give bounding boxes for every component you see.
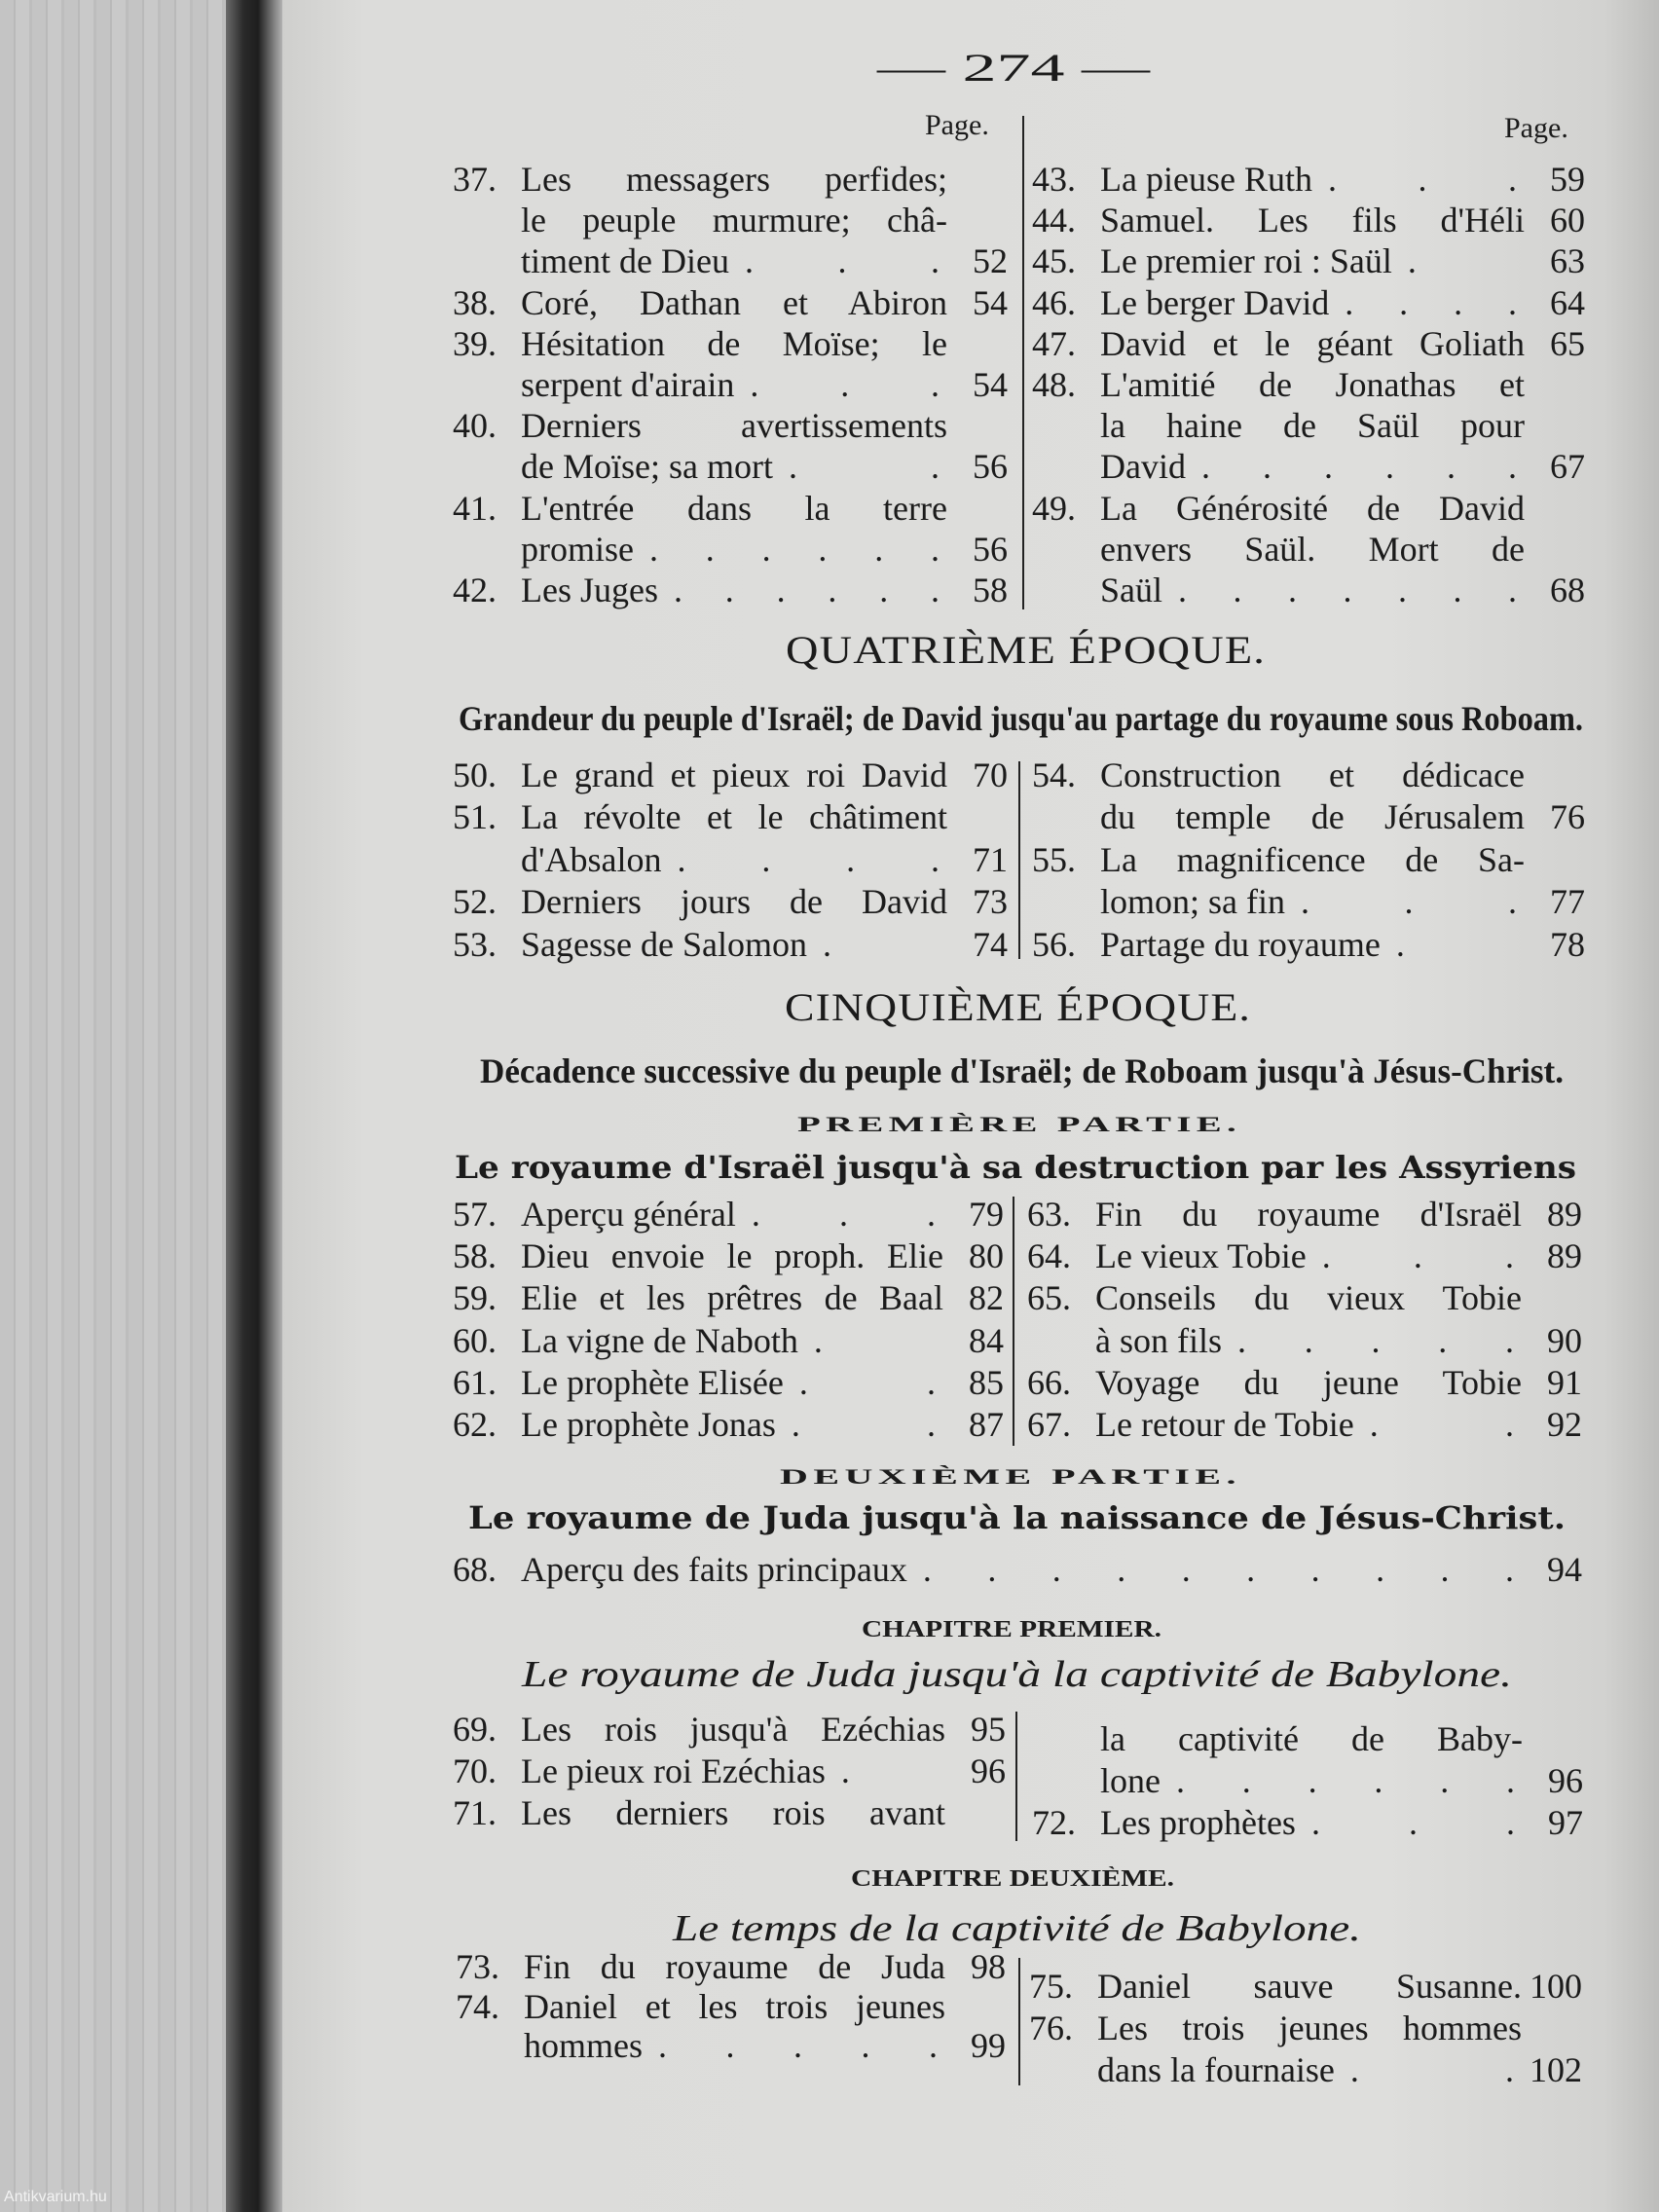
toc-entry [1032,364,1585,488]
entry-page-number: 77 [1550,882,1585,922]
entry-page-number: 94 [1547,1549,1582,1589]
section-heading: CINQUIÈME ÉPOQUE. [785,985,1251,1029]
dot-leader: . [840,1751,850,1790]
toc-column-left [456,1947,1006,2066]
toc-entry-line [453,446,1008,487]
entry-number: 59. [453,1278,497,1318]
entry-page-number: 89 [1547,1235,1582,1275]
toc-entry-line [453,796,1008,839]
entry-number: 52. [453,882,497,922]
entry-page-number: 54 [973,282,1008,322]
toc-entry-line [453,200,1008,240]
entry-number: 41. [453,488,497,528]
toc-entry [1032,923,1585,966]
entry-title: promise [521,529,634,569]
entry-number: 65. [1027,1278,1071,1318]
entry-title: Fin du royaume de Juda [524,1947,945,1987]
dot-leader: . . [1369,1405,1514,1445]
entry-page-number: 91 [1547,1362,1582,1402]
dot-leader: . . . . . . [648,529,940,569]
toc-full-width [453,1548,1582,1590]
entry-title: La révolte et le châtiment [521,797,947,837]
entry-title: Conseils du vieux Tobie [1095,1278,1522,1318]
entry-number: 54. [1032,755,1076,794]
entry-title: Le vieux Tobie [1095,1235,1307,1275]
toc-entry-line [1029,2007,1582,2048]
column-divider [1013,1197,1014,1446]
entry-page-number: 102 [1530,2049,1582,2089]
toc-entry [453,405,1008,487]
entry-number: 62. [453,1405,497,1445]
toc-entry [453,1235,1004,1276]
toc-entry-line [1032,796,1585,839]
toc-column-left [453,1708,1006,1833]
entry-page-number: 95 [971,1709,1006,1749]
section-heading: QUATRIÈME ÉPOQUE. [786,628,1266,672]
entry-page-number: 78 [1550,924,1585,964]
entry-number: 42. [453,570,497,609]
entry-number: 37. [453,160,497,200]
entry-title: Samuel. Les fils d'Héli [1100,201,1525,240]
toc-entry-line [1032,488,1585,529]
entry-number: 69. [453,1709,497,1749]
dot-leader: . . . . [677,839,940,879]
entry-title: à son fils [1095,1320,1222,1360]
toc-entry [1032,838,1585,923]
toc-entry-line [453,923,1008,966]
entry-page-number: 79 [969,1194,1004,1234]
toc-entry [453,323,1008,405]
entry-title: Le pieux roi Ezéchias [521,1751,826,1790]
entry-page-number: 92 [1547,1405,1582,1445]
entry-number: 75. [1029,1966,1073,2006]
toc-column-right [1032,754,1585,966]
dot-leader: . . . [750,365,940,405]
entry-page-number: 76 [1550,797,1585,837]
toc-column-right [1032,159,1585,610]
entry-title: Elie et les prêtres de Baal [521,1278,943,1318]
dot-leader: . . [788,447,940,487]
entry-page-number: 96 [971,1751,1006,1790]
toc-entry-line [453,323,1008,364]
entry-page-number: 96 [1548,1760,1583,1800]
entry-title: de Moïse; sa mort [521,447,773,487]
toc-entry [1027,1277,1582,1362]
toc-entry [1032,240,1585,281]
toc-entry-line [456,1987,1006,2027]
dot-leader: . . . . . . [1200,447,1517,487]
toc-entry-line [453,282,1008,323]
dot-leader: . . [798,1362,936,1402]
toc-entry-line [1027,1361,1582,1403]
dot-leader: . . [791,1405,936,1445]
toc-entry [453,282,1008,323]
entry-page-number: 97 [1548,1802,1583,1842]
dot-leader: . . . . . . [673,570,940,609]
column-divider [1015,1712,1017,1841]
entry-title: Les Juges [521,570,658,609]
toc-entry-line [1032,923,1585,966]
toc-entry-line [1032,754,1585,796]
entry-page-number: 74 [973,924,1008,964]
toc-entry-line [1032,1717,1583,1759]
toc-entry-line [453,1548,1582,1590]
dot-leader: . . . [751,1194,936,1234]
toc-entry [1032,159,1585,200]
entry-title: Le berger David [1100,282,1330,322]
toc-entry-line [456,1947,1006,1987]
toc-entry-line [453,405,1008,446]
entry-page-number: 90 [1547,1320,1582,1360]
entry-title: le peuple murmure; châ- [521,201,947,240]
entry-page-number: 56 [973,529,1008,569]
toc-entry-line [1032,838,1585,881]
column-divider [1018,761,1020,959]
toc-entry-line [453,838,1008,881]
entry-number: 40. [453,406,497,446]
dot-leader: . [1395,924,1405,964]
toc-entry-line [453,240,1008,281]
entry-number: 44. [1032,201,1076,240]
dot-leader: . . . . . [658,2026,938,2066]
entry-title: lomon; sa fin [1100,882,1285,922]
toc-entry-line [1032,240,1585,281]
dot-leader: . . . . . . . . . . [922,1549,1514,1589]
toc-entry-line [1027,1277,1582,1319]
entry-title: lone [1100,1760,1161,1800]
entry-page-number: 56 [973,447,1008,487]
background-left-page-edge [0,0,234,2212]
entry-page-number: 84 [969,1320,1004,1360]
toc-entry-line [453,1235,1004,1276]
entry-title: envers Saül. Mort de [1100,529,1525,569]
entry-number: 38. [453,282,497,322]
toc-entry-line [1032,446,1585,487]
entry-title: Partage du royaume [1100,924,1381,964]
toc-column-right [1029,1965,1582,2090]
toc-entry-line [1027,1319,1582,1361]
entry-title: Les trois jeunes hommes [1097,2008,1522,2047]
toc-entry [453,754,1008,796]
toc-entry [453,488,1008,570]
entry-title: L'entrée dans la terre [521,488,947,528]
entry-title: David et le géant Goliath [1100,323,1525,363]
entry-page-number: 58 [973,570,1008,609]
entry-title: Le retour de Tobie [1095,1405,1354,1445]
toc-entry-line [1027,1403,1582,1445]
entry-title: Coré, Dathan et Abiron [521,282,947,322]
toc-entry [453,923,1008,966]
entry-page-number: 64 [1550,282,1585,322]
dot-leader: . . . . . . [1175,1760,1515,1800]
toc-entry-line [453,1708,1006,1750]
entry-title: La Générosité de David [1100,488,1525,528]
entry-number: 47. [1032,323,1076,363]
dot-leader: . . . [1327,160,1517,200]
toc-entry [1027,1235,1582,1276]
dot-leader: . [822,924,831,964]
dot-leader: . . [1349,2049,1514,2089]
toc-entry-line [1029,1965,1582,2007]
watermark: Antikvarium.hu [4,2189,107,2205]
toc-entry-line [1032,200,1585,240]
entry-title: Voyage du jeune Tobie [1095,1362,1522,1402]
toc-entry [453,881,1008,924]
toc-entry-line [453,1361,1004,1403]
toc-entry [1032,200,1585,240]
entry-page-number: 73 [973,882,1008,922]
entry-page-number: 99 [971,2026,1006,2066]
toc-entry [1029,1965,1582,2007]
column-divider [1022,116,1024,609]
toc-entry-line [453,159,1008,200]
dot-leader: . . . [1310,1802,1515,1842]
entry-number: 51. [453,797,497,837]
dot-leader: . . . . . [1237,1320,1514,1360]
entry-title: Derniers avertissements [521,406,947,446]
entry-number: 64. [1027,1235,1071,1275]
dot-leader: . . . . [1345,282,1517,322]
entry-number: 70. [453,1751,497,1790]
entry-page-number: 71 [973,839,1008,879]
entry-title: la haine de Saül pour [1100,406,1525,446]
entry-title: La vigne de Naboth [521,1320,798,1360]
entry-number: 73. [456,1947,499,1987]
toc-entry-line [456,2026,1006,2066]
entry-number: 43. [1032,160,1076,200]
entry-title: Les prophètes [1100,1802,1296,1842]
entry-number: 60. [453,1320,497,1360]
chapter-subtitle: Le royaume de Juda jusqu'à la captivité de Babylone. [522,1654,1512,1695]
entry-page-number: 65 [1550,323,1585,363]
entry-number: 67. [1027,1405,1071,1445]
chapter-heading: CHAPITRE PREMIER. [862,1617,1161,1642]
entry-title: dans la fournaise [1097,2049,1335,2089]
toc-entry-line [453,1319,1004,1361]
entry-title: la captivité de Baby- [1100,1718,1523,1758]
entry-number: 66. [1027,1362,1071,1402]
entry-title: Hésitation de Moïse; le [521,323,947,363]
toc-column-right [1032,1717,1583,1843]
dot-leader: . . . [1321,1235,1514,1275]
entry-page-number: 67 [1550,447,1585,487]
toc-entry-line [453,364,1008,405]
entry-title: hommes [524,2026,643,2066]
toc-entry [1032,282,1585,323]
toc-entry [456,1987,1006,2066]
toc-entry [453,1548,1582,1590]
entry-page-number: 52 [973,241,1008,281]
toc-entry-line [453,1403,1004,1445]
entry-number: 56. [1032,924,1076,964]
toc-entry [453,1708,1006,1750]
part-heading: PREMIÈRE PARTIE. [797,1112,1241,1136]
toc-entry [1027,1361,1582,1403]
entry-page-number: 68 [1550,570,1585,609]
toc-entry [1027,1403,1582,1445]
entry-title: Le grand et pieux roi David [521,755,947,794]
toc-entry [1032,754,1585,838]
toc-entry [453,570,1008,610]
entry-number: 68. [453,1549,497,1589]
entry-page-number: 70 [973,755,1008,794]
entry-title: Les rois jusqu'à Ezéchias [521,1709,945,1749]
entry-page-number: 54 [973,365,1008,405]
entry-page-number: 98 [971,1947,1006,1987]
entry-title: Aperçu général [521,1194,736,1234]
toc-entry [1027,1193,1582,1235]
toc-entry-line [453,1791,1006,1833]
dot-leader: . . . [1300,882,1517,922]
toc-entry [453,1193,1004,1235]
entry-number: 74. [456,1986,499,2026]
entry-title: David [1100,447,1186,487]
toc-entry-line [453,570,1008,610]
entry-number: 39. [453,323,497,363]
entry-title: Dieu envoie le proph. Elie [521,1235,943,1275]
entry-number: 63. [1027,1194,1071,1234]
chapter-subtitle: Le temps de la captivité de Babylone. [673,1908,1361,1949]
entry-title: La pieuse Ruth [1100,160,1312,200]
entry-page-number: 82 [969,1278,1004,1318]
entry-number: 61. [453,1362,497,1402]
toc-column-left [453,754,1008,966]
toc-entry [1032,1801,1583,1843]
entry-page-number: 60 [1550,201,1585,240]
entry-title: Les derniers rois avant [521,1792,945,1832]
toc-entry-line [1032,881,1585,924]
entry-title: Aperçu des faits principaux [521,1549,907,1589]
entry-number: 55. [1032,839,1076,879]
entry-title: La magnificence de Sa- [1100,839,1525,879]
toc-entry [1032,323,1585,364]
toc-entry-line [453,488,1008,529]
dot-leader: . [1407,241,1417,281]
toc-entry-line [1032,405,1585,446]
toc-entry-line [1032,1759,1583,1801]
entry-title: Fin du royaume d'Israël [1095,1194,1522,1234]
part-subtitle: Le royaume d'Israël jusqu'à sa destruction par les Assyriens [455,1149,1576,1186]
toc-entry [453,159,1008,282]
entry-number: 58. [453,1235,497,1275]
chapter-heading: CHAPITRE DEUXIÈME. [851,1866,1174,1892]
dot-leader: . [813,1320,823,1360]
toc-column-left [453,159,1008,610]
column-divider [1018,1958,1020,2085]
toc-entry-line [1032,529,1585,570]
toc-entry-line [1032,159,1585,200]
toc-entry-line [1027,1193,1582,1235]
toc-entry-line [1032,570,1585,610]
entry-page-number: 100 [1530,1966,1582,2006]
entry-number: 48. [1032,365,1076,405]
dot-leader: . . . [744,241,940,281]
entry-number: 71. [453,1792,497,1832]
toc-entry [453,1791,1006,1833]
book-spine [226,0,284,2212]
entry-title: Derniers jours de David [521,882,947,922]
section-subtitle: Décadence successive du peuple d'Israël; de Roboam jusqu'à Jésus-Christ. [480,1051,1564,1090]
entry-title: serpent d'airain [521,365,735,405]
dot-leader: . . . . . . . [1178,570,1517,609]
entry-title: Daniel sauve Susanne. [1097,1966,1522,2006]
toc-column-left [453,1193,1004,1446]
entry-title: Le premier roi : Saül [1100,241,1392,281]
entry-number: 49. [1032,488,1076,528]
toc-entry-line [453,1277,1004,1319]
entry-page-number: 89 [1547,1194,1582,1234]
entry-title: Les messagers perfides; [521,160,947,200]
entry-number: 53. [453,924,497,964]
toc-entry [453,1403,1004,1445]
entry-title: timent de Dieu [521,241,729,281]
toc-entry [456,1947,1006,1987]
toc-entry-line [1027,1235,1582,1276]
entry-title: Sagesse de Salomon [521,924,807,964]
toc-entry [1032,488,1585,611]
entry-number: 76. [1029,2008,1073,2047]
page-number: — 274 — [877,46,1150,90]
entry-page-number: 59 [1550,160,1585,200]
entry-title: d'Absalon [521,839,662,879]
entry-number: 57. [453,1194,497,1234]
entry-number: 45. [1032,241,1076,281]
toc-entry-line [453,1750,1006,1791]
toc-entry [453,1319,1004,1361]
toc-entry [1029,2007,1582,2090]
toc-entry [453,1277,1004,1319]
entry-number: 46. [1032,282,1076,322]
toc-entry-line [1032,364,1585,405]
toc-entry-line [1029,2048,1582,2090]
page-column-header-right: Page. [1504,112,1568,144]
toc-entry-line [1032,323,1585,364]
entry-page-number: 85 [969,1362,1004,1402]
entry-title: Le prophète Elisée [521,1362,784,1402]
entry-page-number: 63 [1550,241,1585,281]
toc-entry-line [453,754,1008,796]
entry-number: 50. [453,755,497,794]
entry-page-number: 80 [969,1235,1004,1275]
entry-title: du temple de Jérusalem [1100,797,1525,837]
toc-entry-line [453,529,1008,570]
toc-entry-line [1032,1801,1583,1843]
page-column-header-left: Page. [925,109,989,141]
toc-entry [453,1361,1004,1403]
section-subtitle: Grandeur du peuple d'Israël; de David jusqu'au partage du royaume sous Roboam. [459,699,1583,738]
toc-entry-line [453,1193,1004,1235]
entry-title: Construction et dédicace [1100,755,1525,794]
toc-entry-line [453,881,1008,924]
entry-title: L'amitié de Jonathas et [1100,365,1525,405]
part-subtitle: Le royaume de Juda jusqu'à la naissance de Jésus-Christ. [468,1499,1566,1536]
toc-entry [453,796,1008,881]
entry-title: Le prophète Jonas [521,1405,776,1445]
toc-column-right [1027,1193,1582,1446]
entry-title: Saül [1100,570,1163,609]
entry-number: 72. [1032,1802,1076,1842]
part-heading: DEUXIÈME PARTIE. [780,1464,1241,1489]
entry-title: Daniel et les trois jeunes [524,1986,945,2026]
toc-entry [1032,1717,1583,1801]
toc-entry-line [1032,282,1585,323]
toc-entry [453,1750,1006,1791]
entry-page-number: 87 [969,1405,1004,1445]
